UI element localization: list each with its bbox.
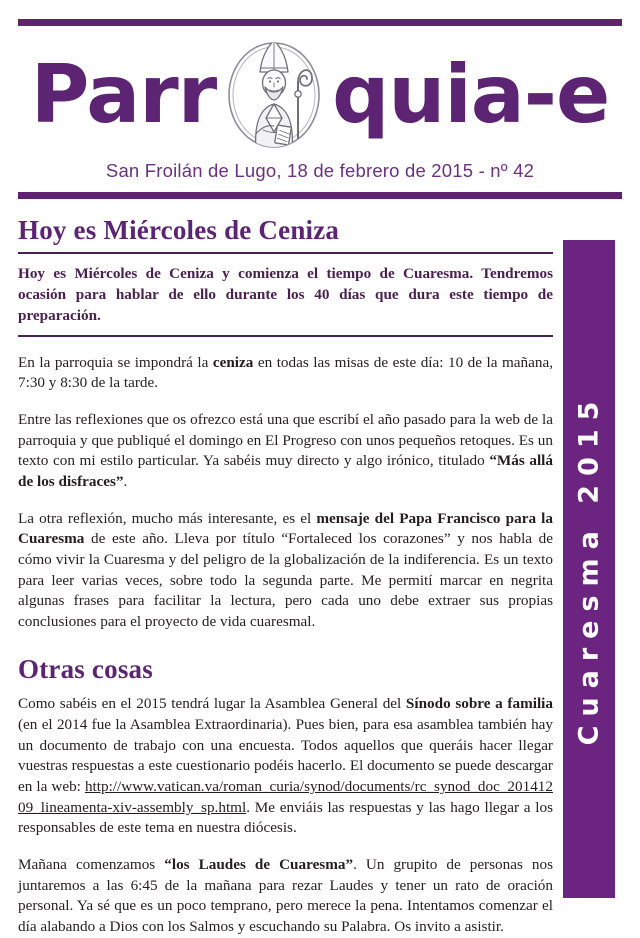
- text-run: Como sabéis en el 2015 tendrá lugar la Asamblea General del: [18, 695, 406, 713]
- text-run: en todas las misas de este día: 10 de la mañana, 7:30 y 8:30 de la tarde.: [18, 353, 553, 392]
- lead-paragraph: Hoy es Miércoles de Ceniza y comienza el tiempo de Cuaresma. Tendremos ocasión para hablar de ello durante los 40 días que dura este tiempo de preparación.: [18, 264, 553, 325]
- lead-rule-above: [18, 252, 553, 254]
- text-run: . Me enviáis las respuestas y las hago llegar a los responsables de este tema en nuestra diócesis.: [18, 798, 553, 837]
- emphasis-text: “Más allá de los disfraces”: [18, 452, 553, 490]
- issue-date-line: San Froilán de Lugo, 18 de febrero de 2015 - nº 42: [105, 160, 535, 181]
- article-hoy-es-miercoles-de-ceniza: [18, 216, 553, 633]
- emphasis-text: “los Laudes de Cuaresma”: [164, 855, 354, 873]
- text-run: de este año. Lleva por título “Fortaleced los corazones” y nos habla de cómo vivir la Cuaresma y del peligro de la globalización de la indiferencia. Es un texto para leer varias veces, sobre todo la segunda parte. Me permití marcar en negrita algunas frases para facilitar la lectura, pero cada uno debe extraer sus propias conclusiones para el proyecto de vida cuaresmal.: [18, 530, 553, 630]
- emphasis-text: mensaje del Papa Francisco para la Cuaresma: [18, 509, 553, 548]
- cuaresma-side-band: [563, 240, 615, 898]
- text-run: . Un grupito de personas nos juntaremos a las 6:45 de la mañana para rezar Laudes y tener un rato de oración personal. Ya sé que es un poco temprano, pero merece la pena. Intentamos comenzar el día alabando a Dios con los Salmos y escuchando su Palabra. Os invito a asistir.: [18, 855, 553, 935]
- bishop-medallion-icon: [218, 36, 330, 154]
- header-rule-bottom: [18, 192, 622, 199]
- text-run: (en el 2014 fue la Asamblea Extraordinaria). Pues bien, para esa asamblea también hay un documento de trabajo con una encuesta. Todos aquellos que queráis hacer llegar vuestras respuestas a este cuestionario podéis hacerlo. El documento se puede descargar en la web:: [18, 715, 553, 795]
- body-paragraph: [18, 855, 553, 938]
- page-title: Hoy es Miércoles de Ceniza: [18, 215, 340, 245]
- masthead-word-left: Parr: [30, 48, 217, 141]
- masthead: [0, 34, 640, 156]
- spacer: [18, 337, 553, 353]
- article-otras-cosas: [18, 655, 553, 938]
- document-url-link[interactable]: http://www.vatican.va/roman_curia/synod/documents/rc_synod_doc_20141209_lineamenta-xiv-assembly_sp.html: [18, 777, 553, 816]
- article-body: [18, 694, 553, 937]
- body-paragraph: [18, 694, 553, 839]
- text-run: En la parroquia se impondrá la: [18, 353, 213, 371]
- body-paragraph: [18, 353, 553, 394]
- header-rule-top: [18, 19, 622, 26]
- side-band-label: Cuaresma 2015: [573, 392, 605, 746]
- masthead-word-right: quia-e: [332, 48, 610, 141]
- body-paragraph: [18, 509, 553, 633]
- body-paragraph: [18, 410, 553, 493]
- emphasis-text: Sínodo sobre a familia: [405, 695, 553, 713]
- text-run: La otra reflexión, mucho más interesante, es el: [18, 509, 317, 527]
- emphasis-text: ceniza: [212, 353, 254, 371]
- section-heading-otras-cosas: Otras cosas: [18, 653, 153, 684]
- article-body: [18, 353, 553, 633]
- text-run: Entre las reflexiones que os ofrezco está una que escribí el año pasado para la web de la parroquia y que publiqué el domingo en El Progreso con unos pequeños retoques. Es un texto con mi estilo particular. Ya sabéis muy directo y algo irónico, titulado: [18, 410, 553, 470]
- article-column: [18, 216, 553, 938]
- text-run: .: [123, 472, 128, 490]
- text-run: Mañana comenzamos: [18, 855, 165, 873]
